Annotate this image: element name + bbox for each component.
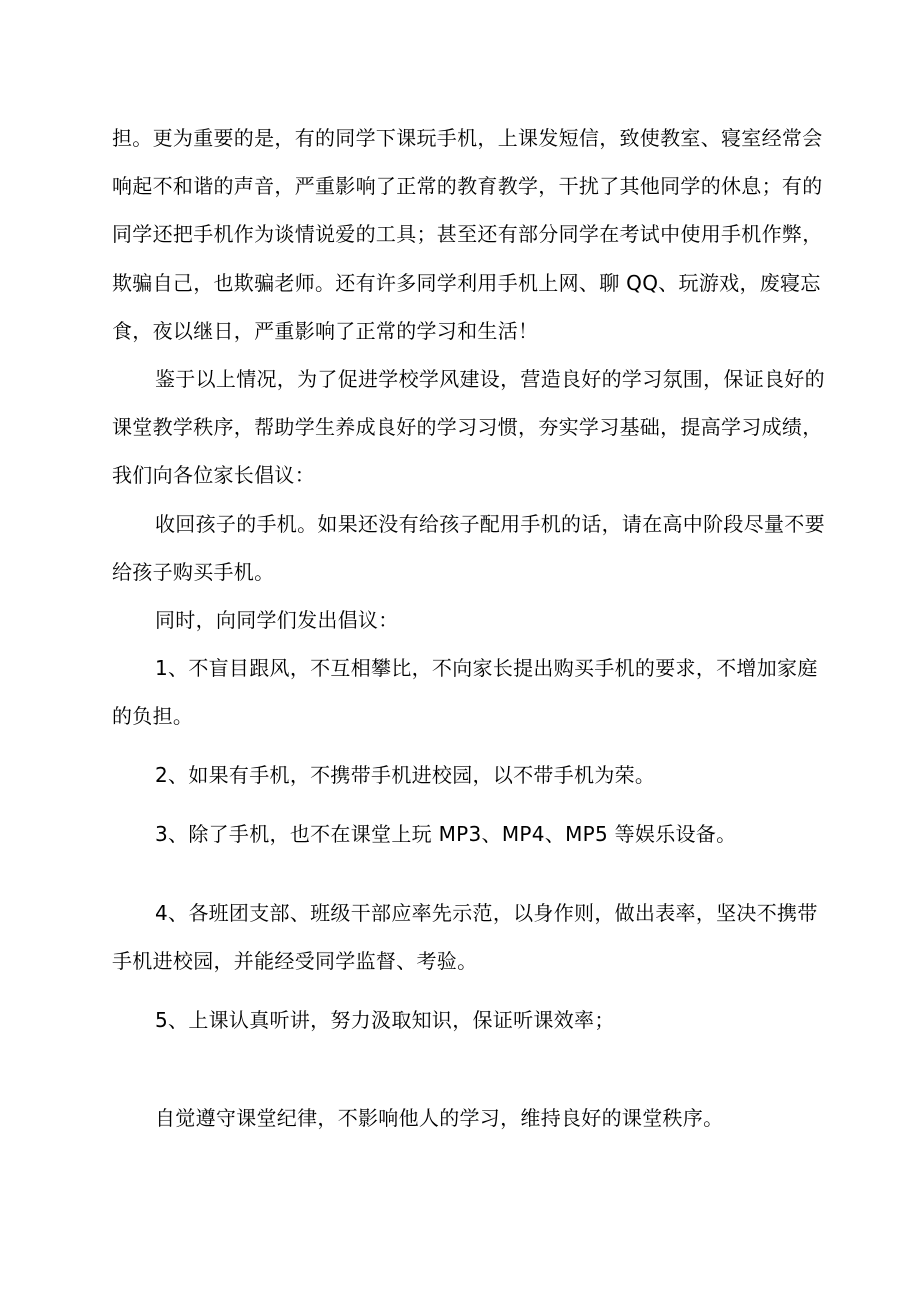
item-3: 3、除了手机，也不在课堂上玩 MP3、MP4、MP5 等娱乐设备。 [155, 822, 737, 846]
paragraph-1-line-1: 担。更为重要的是，有的同学下课玩手机，上课发短信，致使教室、寝室经常会 [112, 126, 823, 150]
item-4-line-1: 4、各班团支部、班级干部应率先示范，以身作则，做出表率，坚决不携带 [155, 901, 818, 925]
paragraph-1-line-2: 响起不和谐的声音，严重影响了正常的教育教学，干扰了其他同学的休息；有的 [112, 174, 823, 198]
paragraph-1-line-4: 欺骗自己，也欺骗老师。还有许多同学利用手机上网、聊 QQ、玩游戏，废寝忘 [112, 271, 821, 295]
paragraph-1-line-5: 食，夜以继日，严重影响了正常的学习和生活！ [112, 319, 539, 343]
paragraph-2-line-3: 我们向各位家长倡议： [112, 463, 315, 487]
paragraph-3-line-2: 给孩子购买手机。 [112, 560, 275, 584]
item-2: 2、如果有手机，不携带手机进校园，以不带手机为荣。 [155, 763, 656, 787]
paragraph-3-line-1: 收回孩子的手机。如果还没有给孩子配用手机的话，请在高中阶段尽量不要 [155, 512, 825, 536]
paragraph-4: 同时，向同学们发出倡议： [155, 608, 399, 632]
paragraph-last: 自觉遵守课堂纪律，不影响他人的学习，维持良好的课堂秩序。 [155, 1106, 724, 1130]
item-5: 5、上课认真听讲，努力汲取知识，保证听课效率； [155, 1008, 615, 1032]
item-4-line-2: 手机进校园，并能经受同学监督、考验。 [112, 949, 478, 973]
paragraph-2-line-2: 课堂教学秩序，帮助学生养成良好的学习习惯，夯实学习基础，提高学习成绩， [112, 415, 823, 439]
paragraph-1-line-3: 同学还把手机作为谈情说爱的工具；甚至还有部分同学在考试中使用手机作弊， [112, 222, 823, 246]
item-1-line-2: 的负担。 [112, 704, 194, 728]
paragraph-2-line-1: 鉴于以上情况，为了促进学校学风建设，营造良好的学习氛围，保证良好的 [155, 367, 825, 391]
item-1-line-1: 1、不盲目跟风，不互相攀比，不向家长提出购买手机的要求，不增加家庭 [155, 656, 818, 680]
